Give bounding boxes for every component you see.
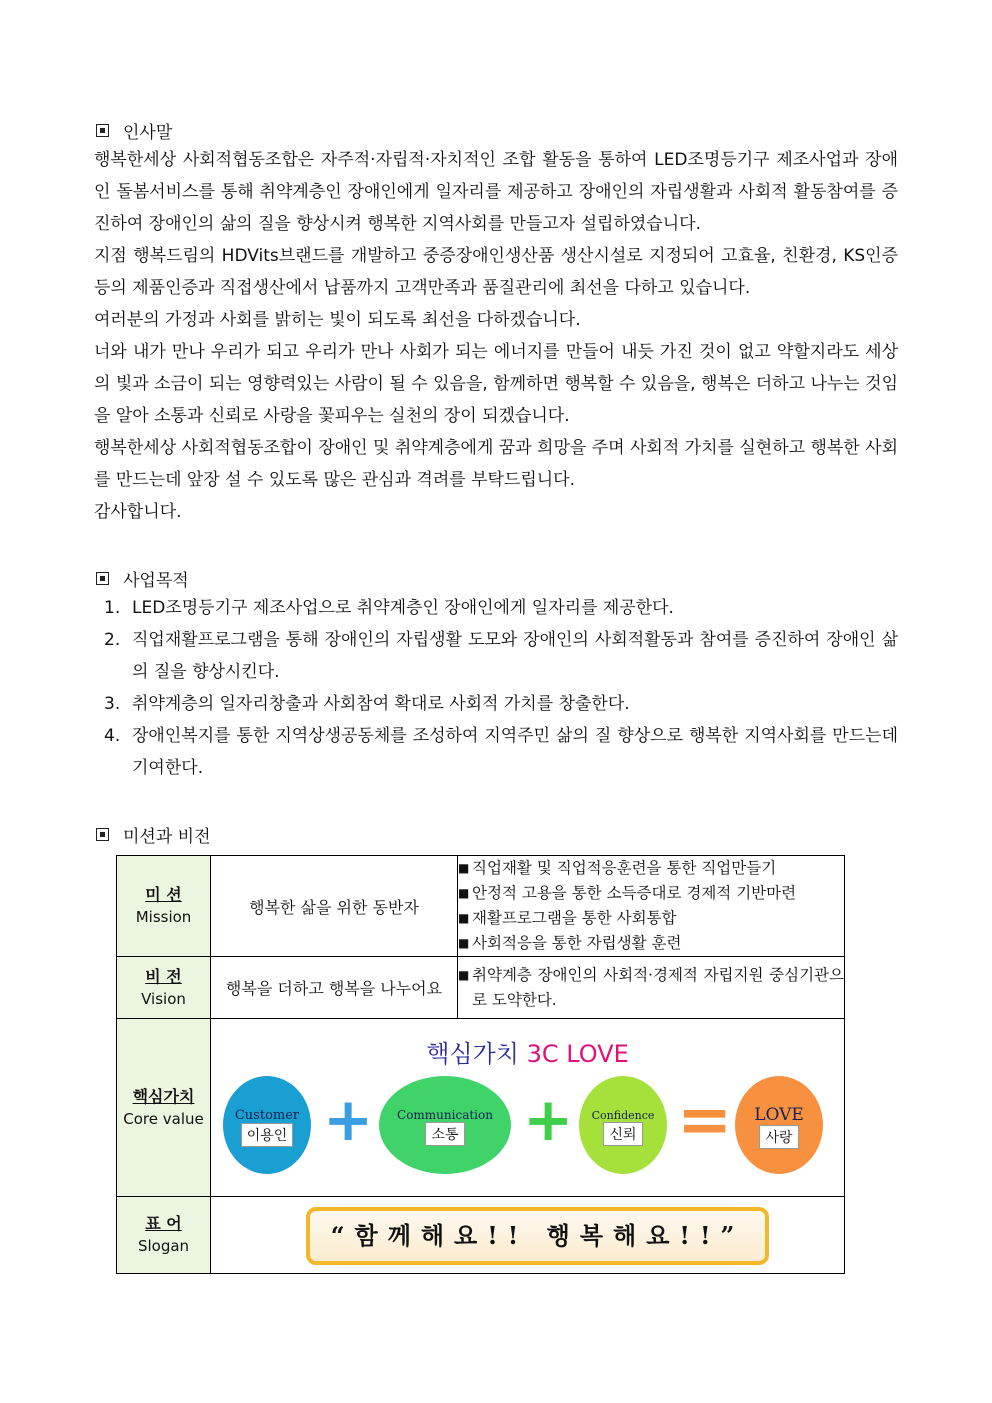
core-value-diagram bbox=[211, 1019, 845, 1197]
circle-en-label: Communication bbox=[397, 1107, 493, 1122]
square-bullet-icon: ■ bbox=[458, 886, 470, 900]
greeting-title: 인사말 bbox=[123, 123, 173, 143]
mission-label-ko: 미 션 bbox=[145, 885, 182, 904]
core-value-row bbox=[117, 1019, 845, 1197]
bullet-item bbox=[458, 906, 844, 931]
mission-row bbox=[117, 856, 845, 957]
square-bullet-icon: ■ bbox=[458, 936, 470, 950]
purpose-title: 사업목적 bbox=[123, 571, 189, 591]
greeting-paragraph: 행복한세상 사회적협동조합은 자주적·자립적·자치적인 조합 활동을 통하여 LED조명등기구 제조사업과 장애인 돌봄서비스를 통해 취약계층인 장애인에게 일자리를 제공하고 장애인의 자립생활과 사회적 활동참여를 증진하여 장애인의 삶의 질을 향상시켜 행복한 지역사회를 만들고자 설립하였습니다. bbox=[94, 150, 898, 234]
greeting-paragraph: 감사합니다. bbox=[94, 502, 182, 522]
vision-row bbox=[117, 957, 845, 1019]
circle-ko-label: 이용인 bbox=[241, 1123, 294, 1147]
core-label-cell bbox=[117, 1019, 211, 1197]
purpose-item bbox=[104, 688, 898, 720]
mission-bullets bbox=[458, 856, 845, 957]
purpose-item bbox=[104, 592, 898, 624]
bullet-text: 안정적 고용을 통한 소득증대로 경제적 기반마련 bbox=[472, 884, 797, 902]
core-label-en: Core value bbox=[123, 1109, 204, 1128]
circle-en-label: LOVE bbox=[754, 1104, 804, 1125]
vision-label-cell bbox=[117, 957, 211, 1019]
checkbox-bullet-icon bbox=[96, 124, 109, 137]
greeting-paragraph: 여러분의 가정과 사회를 밝히는 빛이 되도록 최선을 다하겠습니다. bbox=[94, 310, 581, 330]
slogan-cell bbox=[211, 1197, 845, 1274]
square-bullet-icon: ■ bbox=[458, 861, 470, 875]
greeting-body bbox=[94, 144, 898, 528]
confidence-circle bbox=[579, 1076, 667, 1174]
bullet-item bbox=[458, 963, 844, 1013]
circle-en-label: Customer bbox=[234, 1107, 300, 1123]
square-bullet-icon: ■ bbox=[458, 911, 470, 925]
greeting-heading bbox=[96, 118, 172, 143]
vision-label-ko: 비 전 bbox=[145, 966, 182, 986]
bullet-item bbox=[458, 881, 844, 906]
greeting-paragraph: 너와 내가 만나 우리가 되고 우리가 만나 사회가 되는 에너지를 만들어 내듯 가진 것이 없고 약할지라도 세상의 빛과 소금이 되는 영향력있는 사람이 될 수 있음을, 함께하면 행복할 수 있음을, 행복은 더하고 나누는 것임을 알아 소통과 신뢰로 사랑을 꽃피우는 실천의 장이 되겠습니다. bbox=[94, 342, 898, 426]
mission-vision-title: 미션과 비전 bbox=[123, 827, 211, 847]
slogan-row bbox=[117, 1197, 845, 1274]
bullet-text: 재활프로그램을 통한 사회통합 bbox=[472, 909, 677, 927]
equals-icon: = bbox=[677, 1080, 733, 1158]
circle-ko-label: 소통 bbox=[425, 1122, 464, 1146]
purpose-list bbox=[104, 592, 898, 784]
circle-en-label: Confidence bbox=[591, 1108, 655, 1122]
bullet-text: 취약계층 장애인의 사회적·경제적 자립지원 중심기관으로 도약한다. bbox=[472, 965, 844, 1009]
item-number: 2. bbox=[104, 630, 121, 650]
bullet-item bbox=[458, 931, 844, 956]
greeting-paragraph: 행복한세상 사회적협동조합이 장애인 및 취약계층에게 꿈과 희망을 주며 사회적 가치를 실현하고 행복한 사회를 만드는데 앞장 설 수 있도록 많은 관심과 격려를 부탁드립니다. bbox=[94, 438, 898, 490]
mission-label-cell bbox=[117, 856, 211, 957]
greeting-paragraph: 지점 행복드림의 HDVits브랜드를 개발하고 중증장애인생산품 생산시설로 지정되어 고효율, 친환경, KS인증 등의 제품인증과 직접생산에서 납품까지 고객만족과 품질관리에 최선을 다하고 있습니다. bbox=[94, 246, 898, 298]
circle-ko-label: 신뢰 bbox=[603, 1122, 642, 1146]
vision-bullets bbox=[458, 957, 845, 1019]
checkbox-bullet-icon bbox=[96, 572, 109, 585]
mission-vision-table bbox=[116, 855, 845, 1274]
item-number: 4. bbox=[104, 726, 121, 746]
bullet-text: 사회적응을 통한 자립생활 훈련 bbox=[472, 934, 682, 952]
item-text: 장애인복지를 통한 지역상생공동체를 조성하여 지역주민 삶의 질 향상으로 행복한 지역사회를 만드는데 기여한다. bbox=[132, 726, 898, 778]
item-text: LED조명등기구 제조사업으로 취약계층인 장애인에게 일자리를 제공한다. bbox=[132, 598, 674, 618]
bullet-item bbox=[458, 856, 844, 881]
square-bullet-icon: ■ bbox=[458, 967, 470, 982]
checkbox-bullet-icon bbox=[96, 828, 109, 841]
core-title-main: 핵심가치 bbox=[426, 1039, 519, 1068]
purpose-item bbox=[104, 720, 898, 784]
bullet-text: 직업재활 및 직업적응훈련을 통한 직업만들기 bbox=[472, 859, 777, 877]
item-number: 3. bbox=[104, 694, 121, 714]
vision-label-en: Vision bbox=[141, 989, 186, 1008]
core-value-title bbox=[211, 1034, 844, 1069]
vision-summary: 행복을 더하고 행복을 나누어요 bbox=[211, 957, 458, 1019]
mission-label-en: Mission bbox=[135, 908, 192, 926]
communication-circle bbox=[379, 1076, 511, 1174]
purpose-heading bbox=[96, 566, 189, 591]
plus-icon: + bbox=[323, 1084, 374, 1155]
purpose-item bbox=[104, 624, 898, 688]
slogan-label-ko: 표 어 bbox=[145, 1214, 182, 1233]
love-circle bbox=[735, 1076, 823, 1174]
slogan-text: “함께해요!! 행복해요!!” bbox=[306, 1207, 769, 1265]
customer-circle bbox=[223, 1076, 311, 1174]
item-text: 취약계층의 일자리창출과 사회참여 확대로 사회적 가치를 창출한다. bbox=[132, 694, 630, 714]
plus-icon: + bbox=[523, 1084, 574, 1155]
core-title-highlight: 3C LOVE bbox=[526, 1039, 629, 1068]
circle-ko-label: 사랑 bbox=[759, 1125, 798, 1149]
item-text: 직업재활프로그램을 통해 장애인의 자립생활 도모와 장애인의 사회적활동과 참여를 증진하여 장애인 삶의 질을 향상시킨다. bbox=[132, 630, 898, 682]
slogan-label-cell bbox=[117, 1197, 211, 1274]
mission-vision-heading bbox=[96, 822, 211, 847]
slogan-label-en: Slogan bbox=[137, 1237, 190, 1255]
mission-summary: 행복한 삶을 위한 동반자 bbox=[211, 856, 458, 957]
core-label-ko: 핵심가치 bbox=[132, 1086, 195, 1106]
item-number: 1. bbox=[104, 598, 121, 618]
